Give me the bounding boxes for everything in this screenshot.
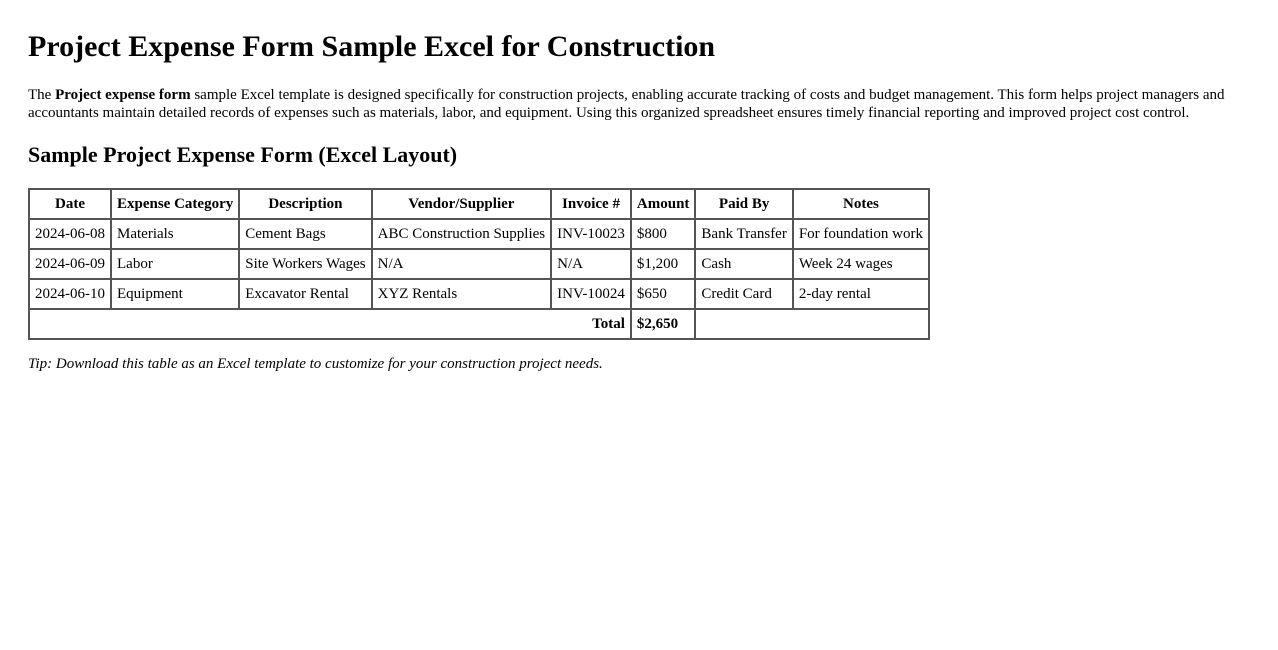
cell-notes: 2-day rental [793,279,929,309]
cell-expense-category: Labor [111,249,239,279]
header-date: Date [29,189,111,219]
cell-paid-by: Credit Card [695,279,792,309]
cell-description: Site Workers Wages [239,249,371,279]
table-row [29,279,929,309]
cell-amount: $650 [631,279,696,309]
cell-date: 2024-06-10 [29,279,111,309]
intro-bold-term: Project expense form [55,87,191,103]
cell-expense-category: Materials [111,219,239,249]
cell-paid-by: Cash [695,249,792,279]
page-title: Project Expense Form Sample Excel for Construction [28,30,716,63]
intro-paragraph [28,86,1243,122]
cell-description: Cement Bags [239,219,371,249]
total-label: Total [29,309,631,339]
total-row [29,309,929,339]
total-empty-cell [695,309,929,339]
cell-expense-category: Equipment [111,279,239,309]
table-row [29,249,929,279]
cell-notes: Week 24 wages [793,249,929,279]
cell-invoice-number: INV-10023 [551,219,631,249]
cell-invoice-number: N/A [551,249,631,279]
total-amount: $2,650 [631,309,696,339]
header-amount: Amount [631,189,696,219]
cell-description: Excavator Rental [239,279,371,309]
table-header-row [29,189,929,219]
intro-prefix: The [28,87,56,103]
intro-suffix: sample Excel template is designed specifically for construction projects, enabling accurate tracking of costs and budget management. This form helps project managers and accountants maintain detailed records of expenses such as materials, labor, and equipment. Using this organized spreadsheet ensures timely financial reporting and improved project cost control. [28,87,1225,121]
expense-table [28,188,930,340]
header-vendor-supplier: Vendor/Supplier [372,189,552,219]
tip-text: Tip: Download this table as an Excel template to customize for your construction project needs. [28,356,603,372]
header-notes: Notes [793,189,929,219]
cell-vendor-supplier: XYZ Rentals [372,279,552,309]
cell-date: 2024-06-08 [29,219,111,249]
cell-amount: $800 [631,219,696,249]
cell-amount: $1,200 [631,249,696,279]
cell-vendor-supplier: ABC Construction Supplies [372,219,552,249]
cell-paid-by: Bank Transfer [695,219,792,249]
section-title: Sample Project Expense Form (Excel Layout) [28,142,458,167]
header-invoice-number: Invoice # [551,189,631,219]
cell-invoice-number: INV-10024 [551,279,631,309]
header-description: Description [239,189,371,219]
cell-date: 2024-06-09 [29,249,111,279]
header-paid-by: Paid By [695,189,792,219]
cell-vendor-supplier: N/A [372,249,552,279]
header-expense-category: Expense Category [111,189,239,219]
table-row [29,219,929,249]
cell-notes: For foundation work [793,219,929,249]
